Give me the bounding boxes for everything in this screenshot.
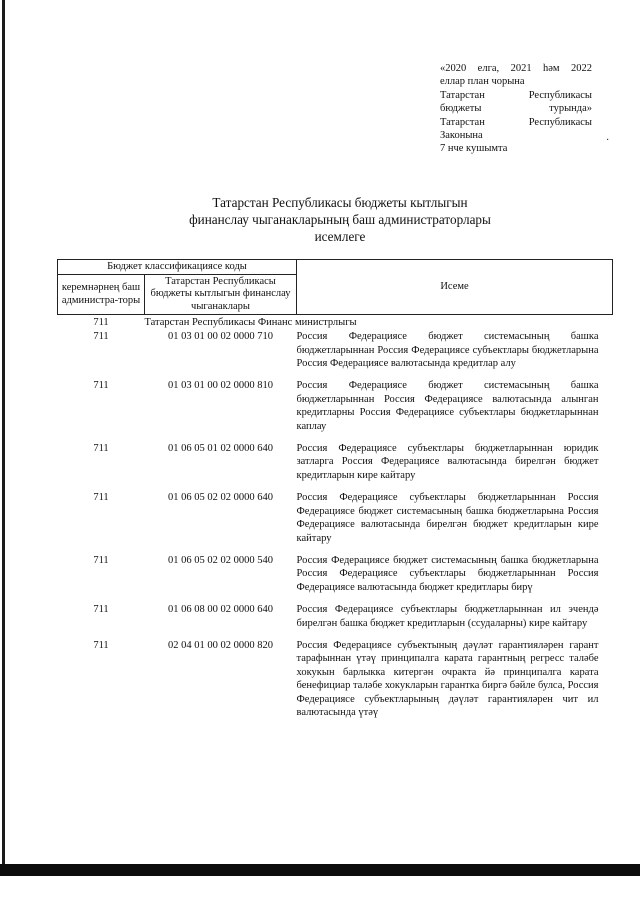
admin-code: 711: [93, 316, 109, 328]
source-name: Россия Федерациясе бюджет системасының башка бюджетларыннан Россия Федерациясе субъектлары бюджетларына Россия Федерациясе валютасында кредитлар алу: [296, 331, 599, 370]
source-code: 01 03 01 00 02 0000 810: [168, 380, 273, 392]
ministry-row: [58, 314, 613, 329]
admin-column-header: керемнәрнең баш администра-торы: [58, 275, 145, 315]
annex-reference: [440, 62, 592, 156]
source-name: Россия Федерациясе бюджет системасының башка бюджетларыннан Россия Федерациясе валютасында алынган кредитларны Россия Федерациясе субъектлары бюджетларыннан каплау: [296, 380, 599, 432]
table-row: [58, 490, 613, 553]
name-column-header: Исеме: [297, 260, 613, 315]
source-code: 01 03 01 00 02 0000 710: [168, 331, 273, 343]
scan-bottom-edge: [0, 864, 640, 876]
table-row: [58, 553, 613, 602]
budget-classification-header: Бюджет классификациясе коды: [58, 260, 297, 275]
admin-code: 711: [93, 443, 109, 455]
annex-line: Татарстан Республикасы: [440, 116, 592, 128]
admin-code: 711: [93, 639, 109, 651]
annex-line: Законына: [440, 130, 483, 142]
source-code: 01 06 05 01 02 0000 640: [168, 443, 273, 455]
table-row: [58, 329, 613, 378]
source-column-header: Татарстан Республикасы бюджеты кытлыгын финанслау чыганаклары: [145, 275, 297, 315]
annex-line: 7 нче кушымта: [440, 143, 508, 155]
admin-code: 711: [93, 604, 109, 616]
source-code: 01 06 05 02 02 0000 640: [168, 492, 273, 504]
table-row: [58, 638, 613, 719]
title-line: Татарстан Республикасы бюджеты кытлыгын: [212, 195, 468, 210]
source-code: 02 04 01 00 02 0000 820: [168, 639, 273, 651]
scan-left-edge: [2, 0, 5, 870]
admin-code: 711: [93, 554, 109, 566]
title-line: исемлеге: [314, 229, 366, 244]
table-row: [58, 441, 613, 490]
administrators-table: [57, 259, 613, 719]
table-header-row: [58, 260, 613, 275]
admin-code: 711: [93, 380, 109, 392]
source-code: 01 06 05 02 02 0000 540: [168, 554, 273, 566]
annex-line: Татарстан Республикасы: [440, 89, 592, 101]
page-title: [140, 194, 540, 245]
source-name: Россия Федерациясе субъектлары бюджетларыннан ил эчендә бирелгән башка бюджет кредитларын (ссудаларны) кире кайтару: [296, 604, 599, 629]
title-line: финанслау чыганакларының баш администраторлары: [189, 212, 491, 227]
annex-line: бюджеты турында»: [440, 103, 592, 115]
source-name: Россия Федерациясе субъектлары бюджетларыннан юридик затларга Россия Федерациясе валютасында бирелгән бюджет кредитларын кире кайтару: [296, 443, 599, 481]
annex-line: «2020 елга, 2021 һәм 2022: [440, 63, 592, 74]
table-row: [58, 378, 613, 441]
annex-line: еллар план чорына: [440, 76, 525, 88]
ministry-name: Татарстан Республикасы Финанс министрлыгы: [144, 316, 357, 328]
admin-code: 711: [93, 331, 109, 343]
table-row: [58, 602, 613, 638]
scan-mark: ·: [606, 135, 610, 146]
admin-code: 711: [93, 492, 109, 504]
source-name: Россия Федерациясе бюджет системасының башка бюджетларына Россия Федерациясе субъектлары бюджетларыннан Россия Федерациясе валютасында бюджет кредитлары бирү: [296, 554, 599, 593]
source-name: Россия Федерациясе субъектлары бюджетларыннан Россия Федерациясе бюджет системасының башка бюджетларына Россия Федерациясе валютасында бирелгән бюджет кредитларын кире кайтару: [296, 492, 599, 544]
source-name: Россия Федерациясе субъектының дәүләт гарантияләрен гарант тарафыннан үтәү принципалга карата гарантның регресс таләбе хокукын барлыкка китергән очракта йә принципалга карата бенефициар таләбе хокукларын гарантка биргә бәйле булса, Россия Федерациясе субъектларының дәүләт гарантияләрен чит ил валютасында үтәү: [296, 639, 599, 718]
source-code: 01 06 08 00 02 0000 640: [168, 604, 273, 616]
